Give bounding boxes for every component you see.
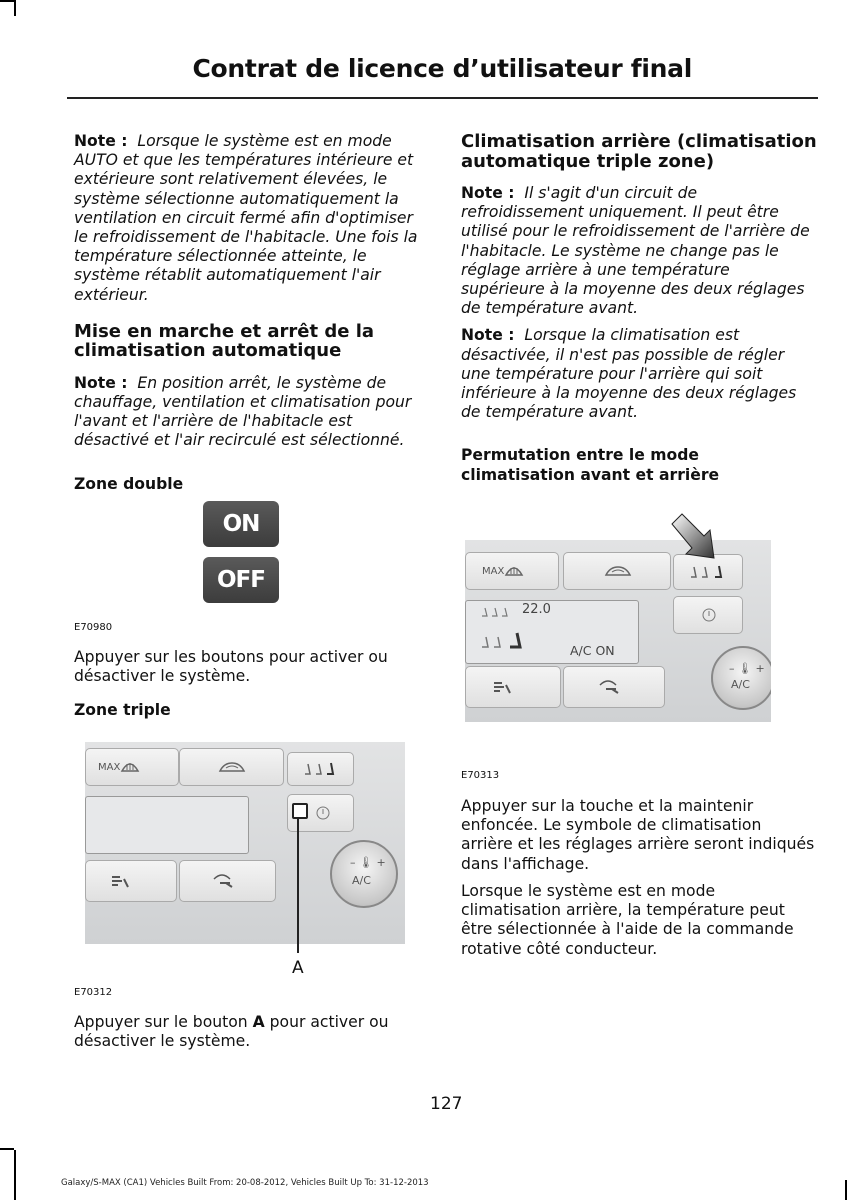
para-button-a xyxy=(74,1013,430,1051)
rear-seat-icon xyxy=(302,760,338,778)
triple-zone-control-panel xyxy=(85,742,405,944)
power-icon xyxy=(316,806,330,820)
knob-symbols: – 🌡 + xyxy=(350,856,386,869)
recirculation-key xyxy=(563,552,671,590)
para-press-hold: Appuyer sur la touche et la maintenir enfoncée. Le symbole de climatisation arrière et les réglages arrière seront indiqués dans l'affichage. xyxy=(461,797,815,873)
right-column xyxy=(461,132,817,485)
subheading-zone-triple: Zone triple xyxy=(74,701,171,719)
air-distribution-key xyxy=(85,860,177,902)
figure-code: E70312 xyxy=(74,987,113,998)
defrost-icon xyxy=(504,563,524,577)
heading-on-off: Mise en marche et arrêt de la climatisation automatique xyxy=(74,320,375,362)
max-label: MAX xyxy=(482,566,505,577)
air-flow-icon xyxy=(110,873,132,889)
callout-line xyxy=(297,803,299,953)
crop-mark xyxy=(14,1150,16,1200)
footer-text: Galaxy/S-MAX (CA1) Vehicles Built From: 20-08-2012, Vehicles Built Up To: 31-12-2013 xyxy=(61,1178,429,1188)
note-text: En position arrêt, le système de chauffage, ventilation et climatisation pour l'avant et l'arrière de l'habitacle est désactivé et l'air recirculé est sélectionné. xyxy=(74,373,412,450)
crop-mark xyxy=(0,0,14,2)
rear-seat-icon xyxy=(480,631,550,653)
note-label: Note : xyxy=(74,132,128,150)
para-activate: Appuyer sur les boutons pour activer ou désactiver le système. xyxy=(74,648,388,686)
temperature-knob xyxy=(711,646,771,710)
crop-mark xyxy=(845,1180,847,1200)
heading-rear-climate: Climatisation arrière (climatisation automatique triple zone) xyxy=(461,131,817,172)
display-temperature: 22.0 xyxy=(522,602,551,617)
press-arrow-icon xyxy=(668,512,722,566)
callout-label-a: A xyxy=(292,958,304,978)
windshield-air-key xyxy=(179,860,276,902)
note-cooling-only xyxy=(461,184,817,318)
display-ac-status: A/C ON xyxy=(570,643,615,658)
recirculation-key xyxy=(179,748,284,786)
note-label: Note : xyxy=(461,326,515,345)
crop-mark xyxy=(14,0,16,16)
page-number: 127 xyxy=(430,1094,463,1114)
note-ac-off xyxy=(461,326,817,422)
max-defrost-key xyxy=(85,748,179,786)
on-button: ON xyxy=(203,501,279,547)
display-screen xyxy=(85,796,249,854)
note-text: Lorsque la climatisation est désactivée, il n'est pas possible de régler une température pour l'arrière qui soit inférieure à la moyenne des deux réglages de température avant. xyxy=(461,326,797,422)
rear-climate-key xyxy=(287,752,354,786)
off-button: OFF xyxy=(203,557,279,603)
para-text: pour activer ou désactiver le système. xyxy=(74,1013,389,1051)
para-bold: A xyxy=(252,1013,265,1031)
para-text: Appuyer sur le bouton xyxy=(74,1013,253,1031)
para-rear-mode: Lorsque le système est en mode climatisation arrière, la température peut être sélectionnée à l'aide de la commande rotative côté conducteur. xyxy=(461,882,794,958)
ac-label: A/C xyxy=(352,874,371,887)
max-defrost-key xyxy=(465,552,559,590)
figure-code: E70980 xyxy=(74,622,113,633)
heading-switch-mode: Permutation entre le mode climatisation avant et arrière xyxy=(461,446,720,484)
windshield-air-icon xyxy=(212,871,238,889)
note-label: Note : xyxy=(461,184,515,202)
knob-symbols: – 🌡 + xyxy=(729,662,765,675)
header-rule xyxy=(67,97,818,99)
temperature-knob xyxy=(330,840,398,908)
rear-climate-control-panel xyxy=(465,540,771,722)
subheading-zone-double: Zone double xyxy=(74,474,184,493)
callout-marker xyxy=(292,803,308,819)
air-flow-icon xyxy=(492,679,514,695)
max-label: MAX xyxy=(98,762,121,773)
crop-mark xyxy=(0,1148,14,1150)
rear-power-key xyxy=(673,596,743,634)
note-auto-mode xyxy=(74,132,430,305)
windshield-air-icon xyxy=(598,677,624,695)
car-recirculation-icon xyxy=(604,565,632,577)
air-distribution-key xyxy=(465,666,561,708)
note-text: Il s'agit d'un circuit de refroidissement uniquement. Il peut être utilisé pour le refroidissement de l'arrière de l'habitacle. Le système ne change pas le réglage arrière à une température supérieure à la moyenne des deux réglages de température avant. xyxy=(461,184,810,318)
figure-code: E70313 xyxy=(461,770,500,781)
note-text: Lorsque le système est en mode AUTO et que les températures intérieure et extérieure sont relativement élevées, le système sélectionne automatiquement la ventilation en circuit fermé afin d'optimiser le refroidissement de l'habitacle. Une fois la température sélectionnée atteinte, le système rétablit automatiquement l'air extérieur. xyxy=(74,132,418,304)
page-title: Contrat de licence d’utilisateur final xyxy=(192,54,692,83)
note-label: Note : xyxy=(74,373,128,392)
windshield-air-key xyxy=(563,666,665,708)
defrost-icon xyxy=(120,759,140,773)
left-column xyxy=(74,132,430,494)
display-screen xyxy=(465,600,639,664)
ac-label: A/C xyxy=(731,678,750,691)
car-recirculation-icon xyxy=(218,761,246,773)
note-off-position xyxy=(74,374,430,451)
rear-seat-icon xyxy=(480,605,520,619)
power-icon xyxy=(702,608,716,622)
